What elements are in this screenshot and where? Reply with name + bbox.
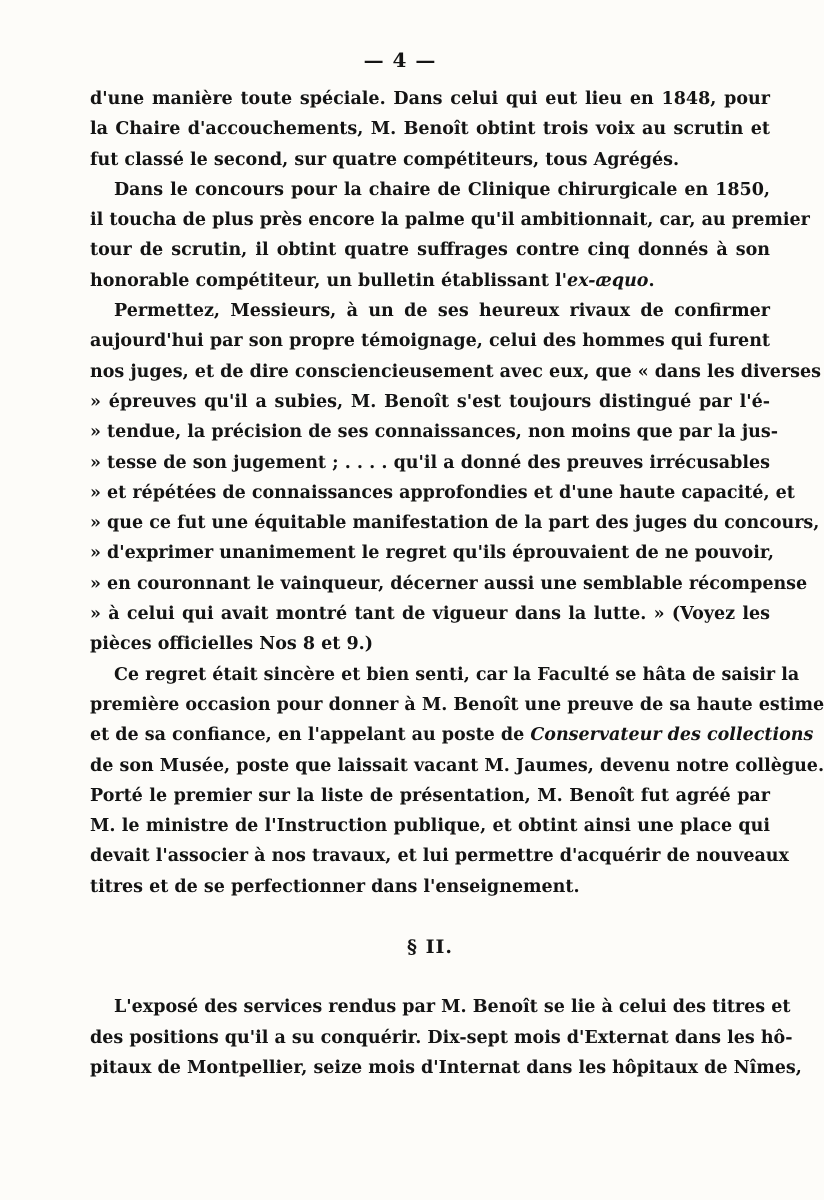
text-line: pitaux de Montpellier, seize mois d'Internat dans les hôpitaux de Nîmes, — [90, 1057, 802, 1078]
body-text — [90, 84, 824, 1083]
text-line: » que ce fut une équitable manifestation de la part des juges du concours, — [90, 513, 820, 534]
text-line: fut classé le second, sur quatre compétiteurs, tous Agrégés. — [90, 149, 680, 170]
page-number: — 4 — — [363, 48, 437, 72]
text-line: » à celui qui avait montré tant de vigueur dans la lutte. » (Voyez les — [90, 604, 770, 625]
text-line: d'une manière toute spéciale. Dans celui qui eut lieu en 1848, pour — [90, 89, 770, 109]
text-line: L'exposé des services rendus par M. Benoît se lie à celui des titres et — [114, 997, 791, 1018]
text-line: nos juges, et de dire consciencieusement avec eux, que « dans les diverses — [90, 361, 821, 382]
text-line: Ce regret était sincère et bien senti, car la Faculté se hâta de saisir la — [114, 664, 800, 685]
text-line: première occasion pour donner à M. Benoît une preuve de sa haute estime — [90, 694, 824, 715]
italic-term: Conservateur des collections — [530, 725, 814, 746]
text-line — [90, 266, 770, 296]
text-line — [90, 720, 814, 750]
text-line: des positions qu'il a su conquérir. Dix-sept mois d'Externat dans les hô- — [90, 1027, 793, 1048]
text-span: honorable compétiteur, un bulletin établissant l' — [90, 270, 567, 291]
text-line: » épreuves qu'il a subies, M. Benoît s'est toujours distingué par l'é- — [90, 391, 770, 412]
text-line: » et répétées de connaissances approfondies et d'une haute capacité, et — [90, 482, 795, 503]
text-line: » tendue, la précision de ses connaissances, non moins que par la jus- — [90, 422, 779, 443]
text-line: Porté le premier sur la liste de présentation, M. Benoît fut agréé par — [90, 785, 770, 806]
text-line: tour de scrutin, il obtint quatre suffrages contre cinq donnés à son — [90, 240, 770, 261]
text-line: » en couronnant le vainqueur, décerner aussi une semblable récompense — [90, 573, 808, 594]
text-line: la Chaire d'accouchements, M. Benoît obtint trois voix au scrutin et — [90, 119, 770, 140]
spacer — [90, 902, 770, 932]
text-line: » d'exprimer unanimement le regret qu'ils éprouvaient de ne pouvoir, — [90, 543, 774, 564]
text-line: pièces officielles Nos 8 et 9.) — [90, 634, 373, 655]
text-line: il toucha de plus près encore la palme qu'il ambitionnait, car, au premier — [90, 210, 810, 231]
text-line: aujourd'hui par son propre témoignage, celui des hommes qui furent — [90, 331, 770, 352]
italic-term: ex-æquo — [567, 270, 649, 291]
text-line: M. le ministre de l'Instruction publique, et obtint ainsi une place qui — [90, 816, 770, 837]
text-line: titres et de se perfectionner dans l'enseignement. — [90, 876, 580, 897]
text-span: . — [648, 270, 655, 291]
text-line: de son Musée, poste que laissait vacant M. Jaumes, devenu notre collègue. — [90, 755, 824, 776]
spacer — [90, 962, 770, 992]
section-heading: § II. — [407, 936, 453, 959]
text-span: et de sa confiance, en l'appelant au poste de — [90, 725, 531, 746]
text-line: » tesse de son jugement ; . . . . qu'il a donné des preuves irrécusables — [90, 452, 770, 473]
text-line: Permettez, Messieurs, à un de ses heureux rivaux de confirmer — [114, 301, 770, 322]
text-line: Dans le concours pour la chaire de Clinique chirurgicale en 1850, — [114, 179, 770, 200]
text-line: devait l'associer à nos travaux, et lui permettre d'acquérir de nouveaux — [90, 846, 789, 867]
